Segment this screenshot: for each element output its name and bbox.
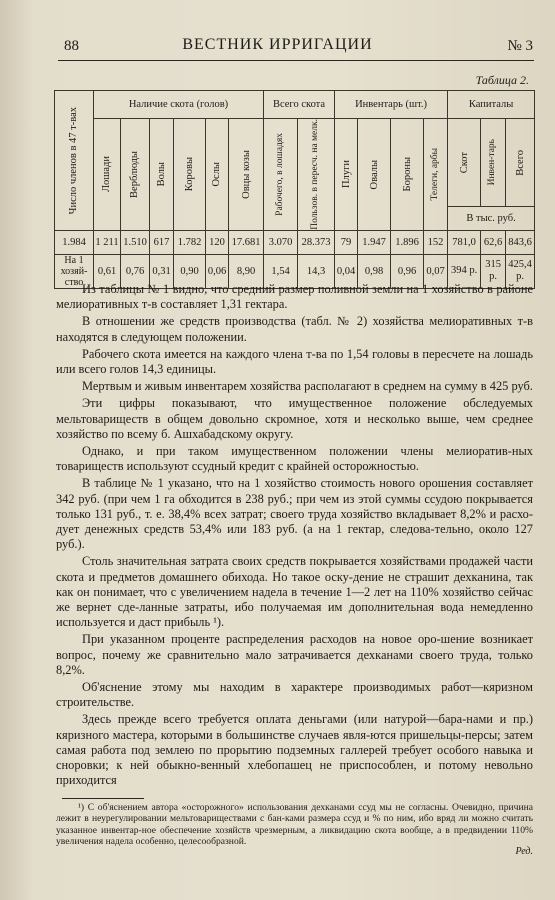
paragraph: В таблице № 1 указано, что на 1 хозяйство стоимость нового орошения составляет 342 руб. (при чем 1 га обходится в 238 руб.; при чем из этой суммы ссудою покрывается только 131 руб., т. е. 38,4% всех затрат; своего труда хозяйство вкладывает 8,2% и расхо-дует денежных средств 53,4% или 183 руб. (а на 1 гектар, следова-тельно, около 127 руб.). [56, 476, 533, 552]
capital-unit: В тыс. руб. [448, 206, 535, 230]
paragraph: В отношении же средств производства (табл. № 2) хозяйства мелиоративных т-в находятся в следующем положении. [56, 314, 533, 344]
footnote: ¹) С об'яснением автора «осторожного» использования дехканами ссуд мы не согласны. Очевидно, причина лежит в неурегулировании мельтовариществами с бан-ками размера ссуд и % по ним, ибо вряд ли можно считать указанное инвентар-ное обеспечение хозяйств чрезмерным, а ликвидацию скота вообще, а в предвидении 110% увеличения надела особенно, целесообразной. [56, 802, 533, 848]
footnote-rule [62, 798, 144, 799]
col-header-working: Рабочего, в лошадях [264, 119, 298, 231]
col-header-cows: Коровы [174, 119, 206, 231]
col-header-carts: Телеги, арбы [424, 119, 448, 231]
paragraph: Об'яснение этому мы находим в характере производимых работ—кяризном строительстве. [56, 680, 533, 710]
group-header-livestock: Наличие скота (голов) [94, 91, 264, 119]
issue-number: № 3 [507, 38, 533, 54]
paragraph: Из таблицы № 1 видно, что средний размер поливной земли на 1 хозяйство в районе мелиоративных т-в составляет 1,31 гектара. [56, 282, 533, 312]
paragraph: Однако, и при таком имущественном положении члены мелиоратив-ных товариществ используют ссудный кредит с крайней осторожностью. [56, 444, 533, 474]
editor-signature: Ред. [515, 846, 533, 857]
article-body [56, 282, 533, 791]
header-rule [58, 60, 534, 61]
livestock-table [54, 90, 535, 289]
col-header-sheep-goats: Овцы козы [229, 119, 264, 231]
col-header-horses: Лошади [94, 119, 121, 231]
paragraph: Рабочего скота имеется на каждого члена т-ва по 1,54 головы в пересчете на лошадь или всего голов 14,3 единицы. [56, 346, 533, 377]
paragraph: При указанном проценте распределения расходов на новое оро-шение возникает вопрос, почему же сравнительно мало затрачивается дехканами своего труда, только 8,2%. [56, 632, 533, 677]
group-header-inventory: Инвентарь (шт.) [335, 91, 448, 119]
table-row: 1.984 1 211 1.510 617 1.782 120 17.681 3.070 28.373 79 1.947 1.896 152 781,0 62,6 843,6 [55, 230, 535, 254]
col-header-cap-livestock: Скот [448, 119, 481, 207]
col-header-productive: Пользов. в пересч. на мелк. [298, 119, 335, 231]
col-header-oxen: Волы [150, 119, 174, 231]
running-header [0, 34, 555, 60]
page-number: 88 [64, 38, 79, 54]
table-caption: Таблица 2. [475, 73, 529, 87]
col-header-harrows: Бороны [391, 119, 424, 231]
paragraph: Эти цифры показывают, что имущественное положение обследуемых мельтовариществ в общем довольно скромное, хотя и несколько выше, чем среднее хозяйство по всему б. Ашхабадскому округу. [56, 396, 533, 441]
col-header-ploughs: Плуги [335, 119, 358, 231]
group-header-capital: Капиталы [448, 91, 535, 119]
journal-title: ВЕСТНИК ИРРИГАЦИИ [182, 36, 373, 53]
col-header-members: Число членов в 47 т-вах [55, 91, 94, 231]
paragraph: Здесь прежде всего требуется оплата деньгами (или натурой—бара-нами и пр.) кяризного мастера, которыми в большинстве случаев явля-ются пришельцы-персы; затем самая работа под землею по прорытию подземных галлерей требует особого навыка и сноровки; к ней обыкно-венный хлебопашец не приспособлен, и потому невольно приходится [56, 712, 533, 788]
paragraph: Мертвым и живым инвентарем хозяйства располагают в среднем на сумму в 425 руб. [82, 379, 533, 394]
table-row: На 1 хозяй-ство 0,61 0,76 0,31 0,90 0,06 8,90 1,54 14,3 0,04 0,98 0,96 0,07 394 р. 315 р. 425,4 р. [55, 254, 535, 288]
col-header-camels: Верблюды [121, 119, 150, 231]
row-label-per-household: На 1 хозяй-ство [55, 254, 94, 288]
col-header-cap-total: Всего [506, 119, 535, 207]
group-header-total: Всего скота [264, 91, 335, 119]
paragraph: Столь значительная затрата своих средств покрывается хозяйствами продажей части скота и предметов домашнего обихода. Но такое оску-дение не страшит дехканина, так как он понимает, что с увеличением надела в течение 1—2 лет на 110% хозяйство сейчас же вернет сде-ланные затраты, ибо получаемая им дополнительная вода немедленно используется и даст прибыль ¹). [56, 554, 533, 630]
col-header-ovals: Овалы [358, 119, 391, 231]
col-header-donkeys: Ослы [206, 119, 229, 231]
col-header-cap-inventory: Инвен-тарь [481, 119, 506, 207]
